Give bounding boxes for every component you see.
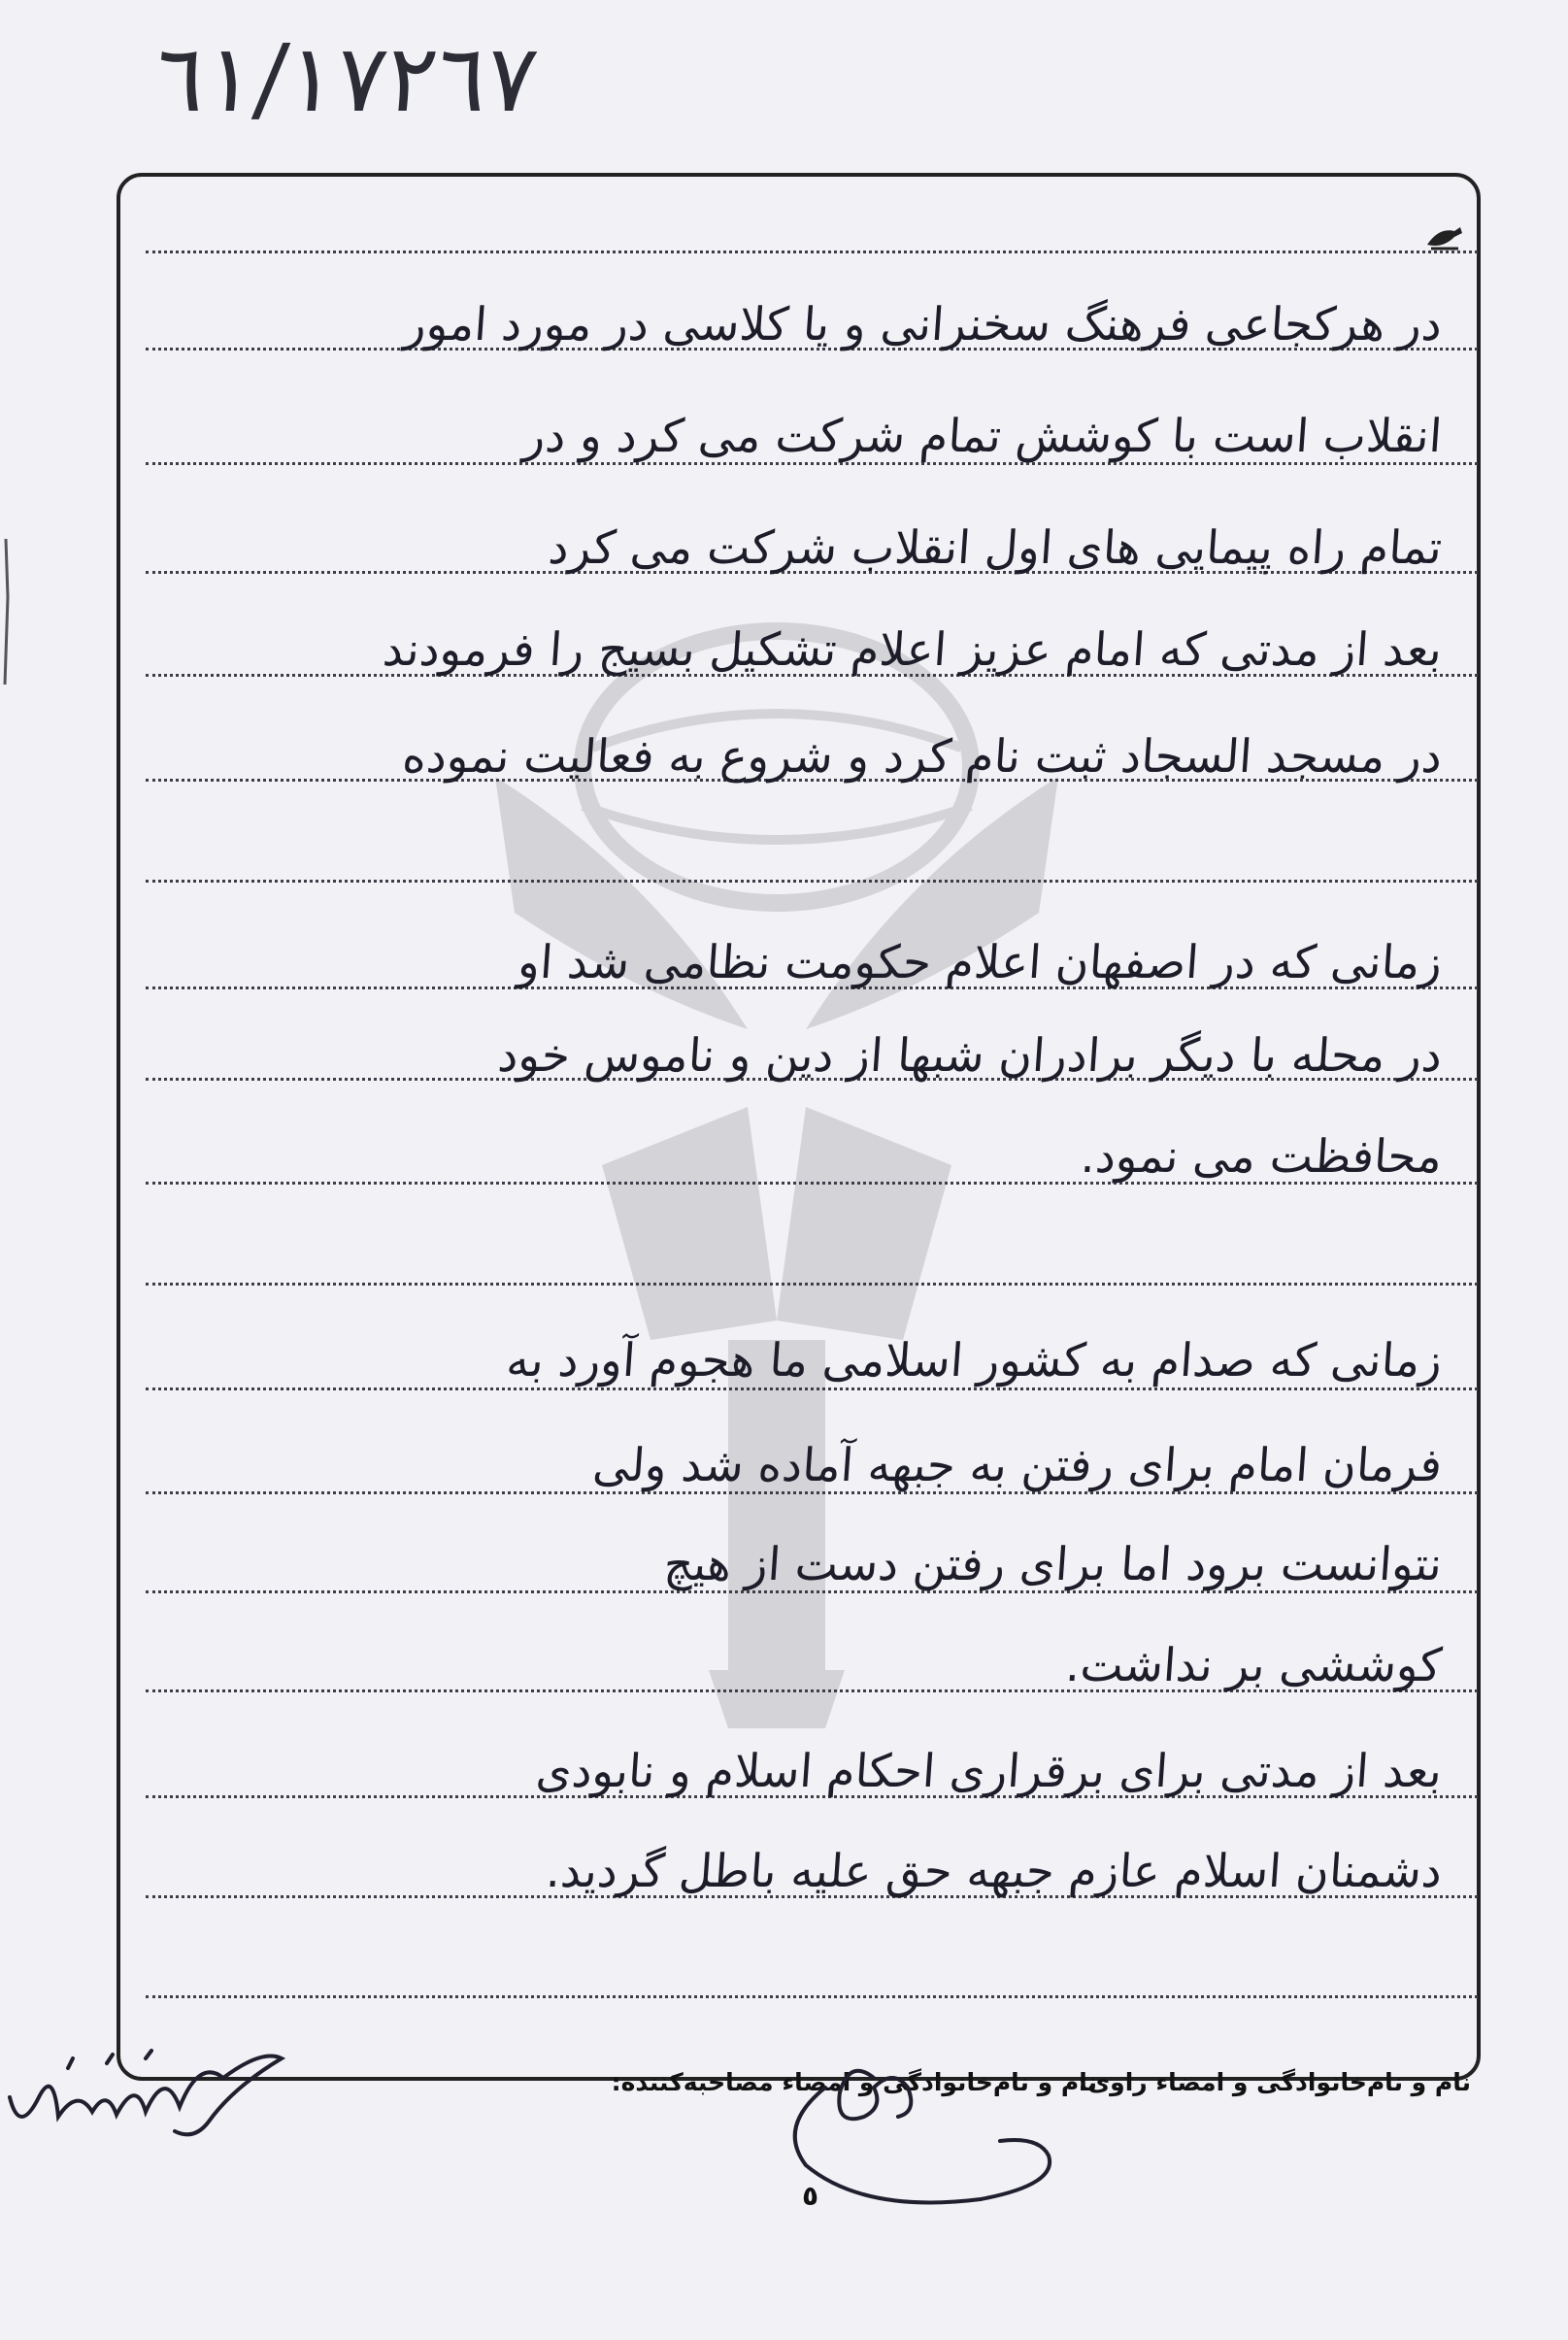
document-number: ٦١/١٧٢٦٧ bbox=[150, 24, 544, 133]
handwritten-line: محافظت می نمود. bbox=[1079, 1130, 1444, 1184]
ruled-line bbox=[146, 1283, 1478, 1286]
handwritten-line: بعد از مدتی برای برقراری احکام اسلام و نابودی bbox=[534, 1745, 1444, 1798]
handwritten-line: تمام راه پیمایی های اول انقلاب شرکت می کرد bbox=[547, 521, 1444, 575]
page-edge-mark bbox=[0, 539, 17, 685]
ruled-line bbox=[146, 1995, 1478, 1998]
handwritten-line: در مسجد السجاد ثبت نام کرد و شروع به فعالیت نموده bbox=[400, 730, 1444, 784]
handwritten-line: زمانی که در اصفهان اعلام حکومت نظامی شد او bbox=[516, 936, 1444, 989]
handwritten-line: انقلاب است با کوشش تمام شرکت می کرد و در bbox=[521, 410, 1444, 463]
handwritten-line: زمانی که صدام به کشور اسلامی ما هجوم آورد به bbox=[504, 1334, 1444, 1387]
interviewer-signature bbox=[748, 2020, 1068, 2214]
handwritten-line: در محله با دیگر برادران شبها از دین و ناموس خود bbox=[495, 1029, 1444, 1083]
handwritten-line: دشمنان اسلام عازم جبهه حق علیه باطل گردید. bbox=[544, 1845, 1444, 1898]
ruled-line bbox=[146, 880, 1478, 883]
handwritten-line: کوششی بر نداشت. bbox=[1063, 1639, 1444, 1692]
ruled-line bbox=[146, 251, 1478, 253]
interviewer-signature-label: نام و نام‌خانوادگی و امضاء مصاحبه‌کننده: bbox=[611, 2068, 1097, 2096]
handwritten-line: فرمان امام برای رفتن به جبهه آماده شد ولی bbox=[590, 1439, 1444, 1492]
handwritten-line: در هرکجاعی فرهنگ سخنرانی و یا کلاسی در مورد امور bbox=[402, 298, 1444, 351]
pen-icon bbox=[1425, 223, 1464, 252]
narrator-signature bbox=[0, 2029, 291, 2156]
page-number: ٥ bbox=[802, 2180, 819, 2212]
narrator-signature-label: نام و نام‌خانوادگی و امضاء راوی: bbox=[1078, 2068, 1471, 2096]
handwritten-line: بعد از مدتی که امام عزیز اعلام تشکیل بسیج را فرمودند bbox=[381, 623, 1444, 677]
handwritten-line: نتوانست برود اما برای رفتن دست از هیچ bbox=[662, 1538, 1444, 1591]
